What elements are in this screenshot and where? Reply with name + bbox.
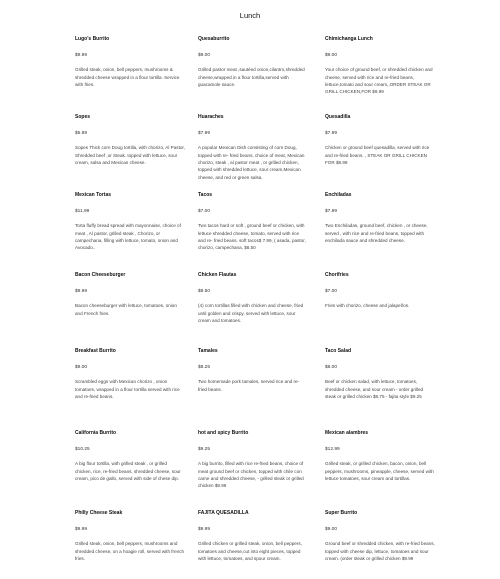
item-name: Tamales	[198, 348, 218, 354]
menu-item-breakfast-burrito[interactable]	[75, 348, 185, 400]
item-description: A popular Mexican Dish consisting of corn Doug, topped with re- fried beans, choice of meat, Mexican chorizo, steak , al pastor meat , or grilled chicken, topped with shredded lettuce, sour cream,Mexican cheese, and red or green salsa.	[198, 145, 305, 180]
item-price: $9.00	[325, 52, 338, 58]
menu-item-taco-salad[interactable]	[325, 348, 435, 400]
item-description: Grilled steak, or grilled chicken, bacon, onion, bell peppers, mushrooms, pineapple, cheese, served with lettuce tomatoes, sour cream and tortillas.	[325, 461, 434, 482]
item-price: $12.99	[325, 446, 340, 452]
item-price: $8.25	[198, 364, 211, 370]
item-description: Chicken or ground beef quesadilla, served with rice and re-fried beans. , STEAK OR GRILL CHICKEN FOR $8.99	[325, 145, 430, 166]
item-price: $7.99	[325, 208, 338, 214]
menu-item-california-burrito[interactable]	[75, 430, 185, 482]
item-price: $8.50	[198, 288, 211, 294]
menu-item-super-burrito[interactable]	[325, 510, 435, 562]
item-name: Philly Cheese Steak	[75, 510, 123, 516]
item-price: $10.25	[75, 446, 90, 452]
page-title: Lunch	[239, 11, 261, 20]
menu-item-chicken-flautas[interactable]	[198, 272, 308, 324]
item-name: Breakfast Burrito	[75, 348, 116, 354]
menu-item-lugos-burrito[interactable]	[75, 36, 185, 88]
item-description: Two Enchiladas, ground beef, chicken , or cheese, served , with rice and re-fried beans, topped with enchilada sauce and shredded cheese.	[325, 223, 428, 244]
item-name: Huaraches	[198, 114, 224, 120]
item-description: Grilled steak, onion, bell peppers, mushrooms and shredded cheese, on a hoagie roll, served with french fries.	[75, 541, 185, 562]
item-name: Mexican Tortas	[75, 192, 112, 198]
item-price: $8.00	[325, 364, 338, 370]
item-description: Two homemade pork tamales, served rice and re-fried beans.	[198, 379, 300, 392]
item-name: hot and spicy Burrito	[198, 430, 249, 436]
item-name: Super Burrito	[325, 510, 358, 516]
item-description: Fries with chorizo, cheese and jalapeños.	[325, 303, 410, 309]
item-name: Taco Salad	[325, 348, 352, 354]
item-name: Lugo's Burrito	[75, 36, 110, 42]
menu-item-fajita-quesadilla[interactable]	[198, 510, 308, 562]
item-price: $9.25	[198, 446, 211, 452]
item-name: Sopes	[75, 114, 91, 120]
item-price: $9.99	[75, 526, 88, 532]
menu-item-huaraches[interactable]	[198, 114, 308, 181]
item-price: $9.00	[75, 364, 88, 370]
item-name: Mexican alambres	[325, 430, 369, 436]
item-description: A big burrito, filled with rice re-fried beans, choice of meat ground beef or chicken, topped with chile con carne and shredded cheese, - grilled steak or grilled chicken $9.99	[198, 461, 304, 489]
item-name: Chicken Flautas	[198, 272, 237, 278]
item-name: FAJITA QUESADILLA	[198, 510, 249, 516]
menu-item-enchiladas[interactable]	[325, 192, 435, 244]
item-description: Sopes Thick corn Doug tortilla, with chorizo, Al Pastor, Shredded beef ,or Steak. topped with lettuce, sour cream, salsa and Mexican cheese.	[75, 145, 185, 166]
menu-item-bacon-cheeseburger[interactable]	[75, 272, 185, 317]
menu-item-sopes[interactable]	[75, 114, 185, 166]
item-description: A big flour tortilla, with grilled steak , or grilled chicken, rice, re-fried beans, shredded cheese, sour cream, pico de gallo, served with side of chese dip.	[75, 461, 181, 482]
item-description: Bacon cheeseburger with lettuce, tomatoes, onion and French fries.	[75, 303, 177, 316]
item-description: Torta fluffy bread spread with mayonnaise, choice of meat , Al pastor, grilled steak , Chorizo, or campechana, filling with lettuce, tomato, onion and Avocado..	[75, 223, 181, 251]
item-description: Beef or chicken salad, with lettuce, tomatoes, shredded cheese, and sour cream - order grilled steak or grilled chicken $8.75 - fajita style $9.25	[325, 379, 424, 400]
item-description: (4) corn tortillas filled with chicken and cheese, fried until golden and crispy, served with lettuce, sour cream and tomatoes.	[198, 303, 304, 324]
item-name: Chimichanga Lunch	[325, 36, 373, 42]
menu-item-chimichanga-lunch[interactable]	[325, 36, 435, 96]
item-name: California Burrito	[75, 430, 117, 436]
item-description: Grilled steak, onion, bell peppers, mushrooms & shredded cheese wrapped in a flour tortilla. Service with fries.	[75, 67, 180, 88]
item-price: $9.00	[198, 52, 211, 58]
menu-item-quesadilla[interactable]	[325, 114, 435, 166]
menu-item-chorifries[interactable]	[325, 272, 435, 310]
menu-item-quesaburrito[interactable]	[198, 36, 308, 88]
menu-item-mexican-tortas[interactable]	[75, 192, 185, 252]
item-name: Quesaburrito	[198, 36, 230, 42]
item-price: $9.99	[75, 288, 88, 294]
item-price: $7.99	[198, 130, 211, 136]
item-price: $9.99	[75, 52, 88, 58]
menu-item-hot-and-spicy-burrito[interactable]	[198, 430, 308, 490]
item-price: $9.00	[325, 526, 338, 532]
item-description: Grilled chicken or grilled steak, onion, bell peppers, tomatoes and cheese,cut into eight pieces, topped with lettuce, tomatoes, and spour cream.	[198, 541, 302, 562]
item-name: Chorifries	[325, 272, 349, 278]
item-description: Grilled pastor meat ,sautéed onion,cilantro,shredded cheese,wrapped in a flour tortilla,served with guacamole sauce.	[198, 67, 305, 88]
menu-item-tamales[interactable]	[198, 348, 308, 393]
menu-item-tacos[interactable]	[198, 192, 308, 252]
item-price: $5.99	[75, 130, 88, 136]
item-name: Enchiladas	[325, 192, 352, 198]
item-description: Your choice of ground beef, or shredded chicken and cheese, served with rice and re-fried beans, lettuce,tomato and sour cream,,ORDER STEAK OR GRILL CHICKEN,FOR $9.99	[325, 67, 433, 95]
menu-item-philly-cheese-steak[interactable]	[75, 510, 185, 562]
item-name: Quesadilla	[325, 114, 351, 120]
item-price: $9.99	[198, 526, 211, 532]
item-price: $7.99	[325, 130, 338, 136]
item-description: Two tacos hard or soft , ground beef or chicken, with lettuce shredded cheese, tomato, served with rice and re- fried beans. soft tacos$ 7.99, ( asada, pastor, chorizo, campechana, $8.50	[198, 223, 306, 251]
item-price: $11.99	[75, 208, 90, 214]
item-price: $7.00	[198, 208, 211, 214]
item-description: Ground beef or shredded chicken, with re-fried beans, topped with cheese dip, lettuce, tomatoes and sour cream. (order steak or grilled chicken $9.99	[325, 541, 435, 562]
item-name: Tacos	[198, 192, 213, 198]
item-name: Bacon Cheeseburger	[75, 272, 126, 278]
menu-item-mexican-alambres[interactable]	[325, 430, 435, 482]
item-price: $7.00	[325, 288, 338, 294]
item-description: Scrambled eggs with Mexican chorizo , onion tomatoes, wrapped in a flour tortilla served with rice and re-fried beans.	[75, 379, 180, 400]
